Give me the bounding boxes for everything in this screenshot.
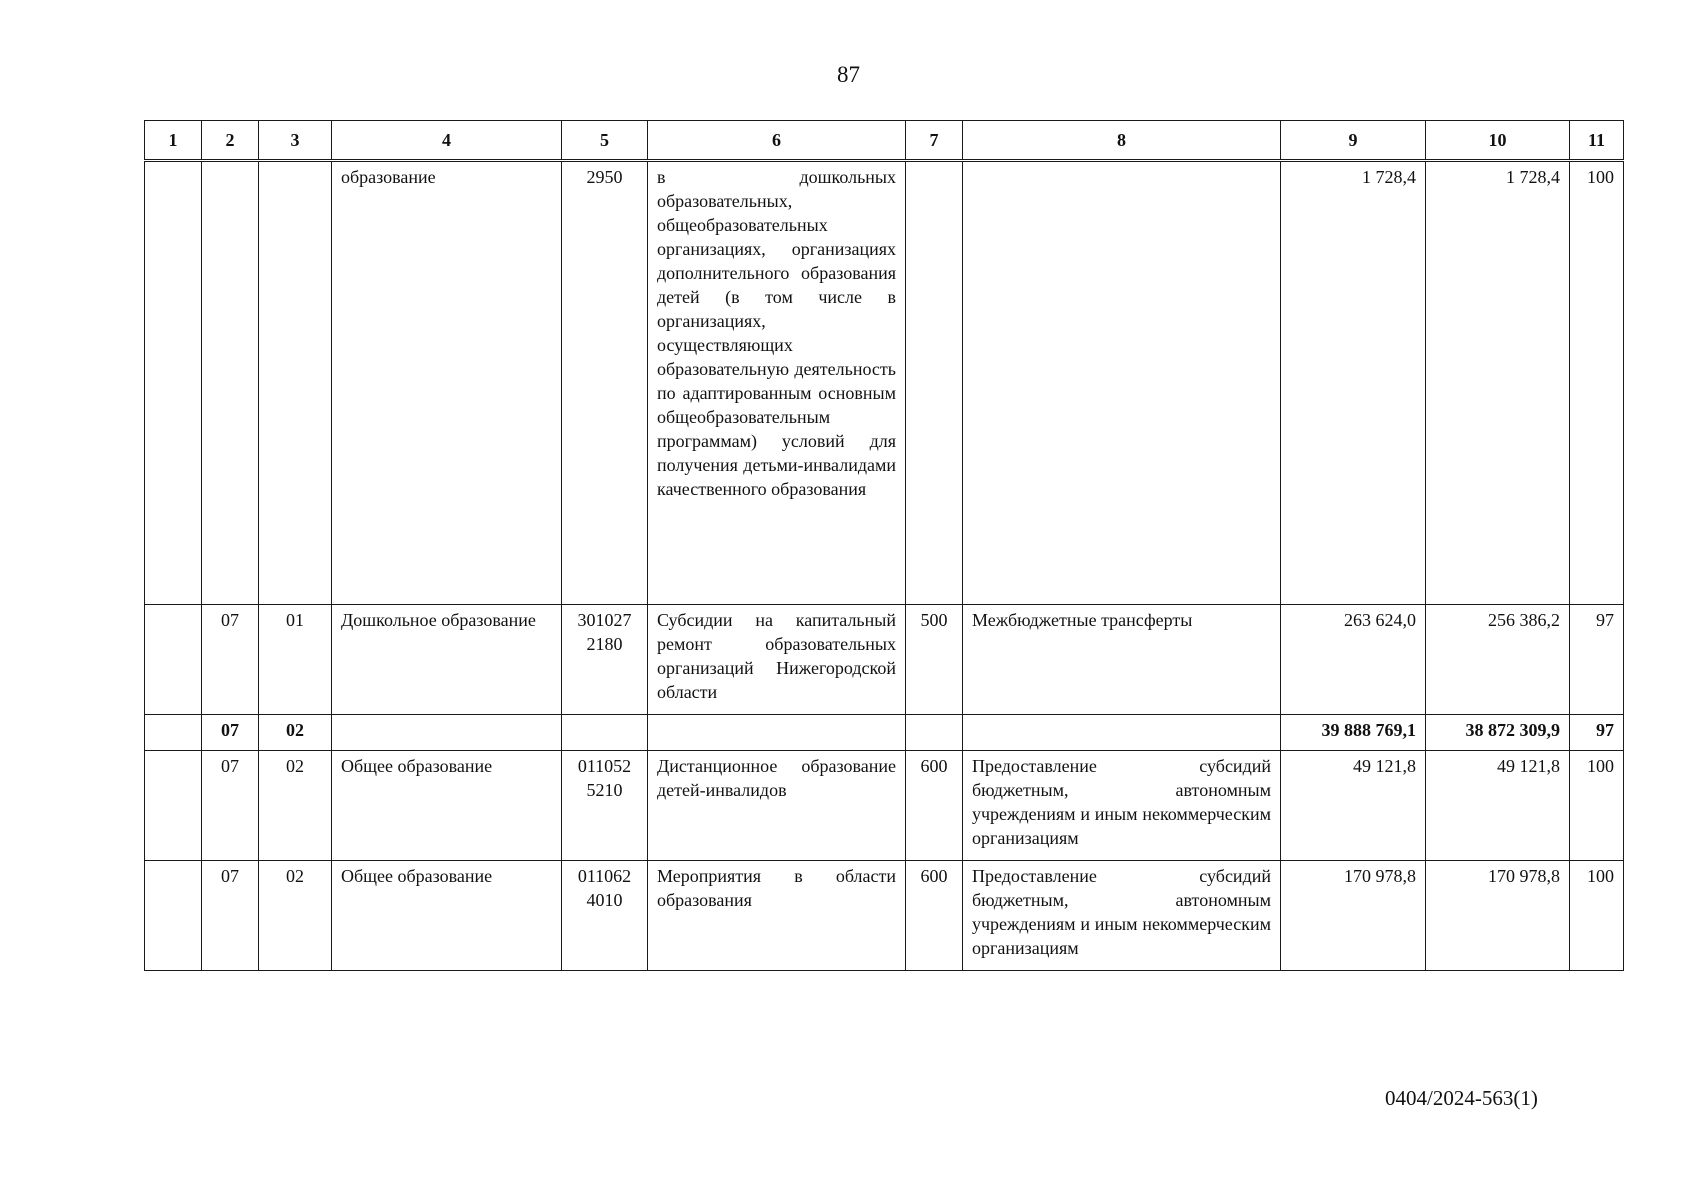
cell-name: Общее образование (332, 861, 562, 971)
column-header: 9 (1281, 121, 1426, 161)
cell (145, 605, 202, 715)
cell-planned: 39 888 769,1 (1281, 715, 1426, 751)
cell-target-code: 011062 4010 (562, 861, 648, 971)
cell-percent: 100 (1570, 751, 1624, 861)
cell-actual: 170 978,8 (1426, 861, 1570, 971)
cell-subsection: 02 (259, 715, 332, 751)
cell-description (648, 715, 906, 751)
cell-section: 07 (202, 715, 259, 751)
column-header: 5 (562, 121, 648, 161)
cell-percent: 97 (1570, 605, 1624, 715)
cell-description: Дистанционное образование детей-инвалидов (648, 751, 906, 861)
header-row (145, 121, 1624, 161)
cell-description: Мероприятия в области образования (648, 861, 906, 971)
cell-name (332, 715, 562, 751)
column-header: 7 (906, 121, 963, 161)
cell-expense-type: 500 (906, 605, 963, 715)
cell-actual: 1 728,4 (1426, 161, 1570, 605)
cell-target-code (562, 715, 648, 751)
table-row (145, 751, 1624, 861)
cell-subsection: 02 (259, 751, 332, 861)
page-number: 87 (837, 62, 860, 87)
cell-expense-name: Предоставление субсидий бюджетным, автономным учреждениям и иным некоммерческим организациям (963, 861, 1281, 971)
cell-expense-name (963, 161, 1281, 605)
cell-expense-type: 600 (906, 861, 963, 971)
cell (145, 751, 202, 861)
column-header: 10 (1426, 121, 1570, 161)
cell-section (202, 161, 259, 605)
column-header: 3 (259, 121, 332, 161)
document-code: 0404/2024-563(1) (1385, 1086, 1538, 1110)
cell-target-code: 301027 2180 (562, 605, 648, 715)
cell-subsection (259, 161, 332, 605)
cell-percent: 97 (1570, 715, 1624, 751)
cell-expense-type (906, 161, 963, 605)
cell-name: Общее образование (332, 751, 562, 861)
cell-actual: 256 386,2 (1426, 605, 1570, 715)
column-header: 6 (648, 121, 906, 161)
column-header: 11 (1570, 121, 1624, 161)
cell-target-code: 011052 5210 (562, 751, 648, 861)
cell-actual: 49 121,8 (1426, 751, 1570, 861)
cell-percent: 100 (1570, 161, 1624, 605)
table-row (145, 161, 1624, 605)
cell-planned: 49 121,8 (1281, 751, 1426, 861)
cell-section: 07 (202, 605, 259, 715)
column-header: 1 (145, 121, 202, 161)
cell-expense-name (963, 715, 1281, 751)
cell (145, 161, 202, 605)
column-header: 4 (332, 121, 562, 161)
cell-expense-type: 600 (906, 751, 963, 861)
column-header: 8 (963, 121, 1281, 161)
cell-expense-name: Предоставление субсидий бюджетным, автономным учреждениям и иным некоммерческим организациям (963, 751, 1281, 861)
cell-actual: 38 872 309,9 (1426, 715, 1570, 751)
cell-subsection: 02 (259, 861, 332, 971)
cell-subsection: 01 (259, 605, 332, 715)
cell-expense-type (906, 715, 963, 751)
cell-description: в дошкольных образовательных, общеобразовательных организациях, организациях дополнительного образования детей (в том числе в организациях, осуществляющих образовательную деятельность по адаптированным основным общеобразовательным программам) условий для получения детьми-инвалидами качественного образования (648, 161, 906, 605)
cell-section: 07 (202, 861, 259, 971)
cell-planned: 1 728,4 (1281, 161, 1426, 605)
cell-planned: 170 978,8 (1281, 861, 1426, 971)
cell-percent: 100 (1570, 861, 1624, 971)
cell-expense-name: Межбюджетные трансферты (963, 605, 1281, 715)
cell (145, 715, 202, 751)
cell-planned: 263 624,0 (1281, 605, 1426, 715)
table-row-total (145, 715, 1624, 751)
cell-section: 07 (202, 751, 259, 861)
cell-description: Субсидии на капитальный ремонт образовательных организаций Нижегородской области (648, 605, 906, 715)
column-header: 2 (202, 121, 259, 161)
table-row (145, 861, 1624, 971)
cell-name: Дошкольное образование (332, 605, 562, 715)
cell-name: образование (332, 161, 562, 605)
cell (145, 861, 202, 971)
cell-target-code: 2950 (562, 161, 648, 605)
budget-table (144, 120, 1624, 971)
table-row (145, 605, 1624, 715)
